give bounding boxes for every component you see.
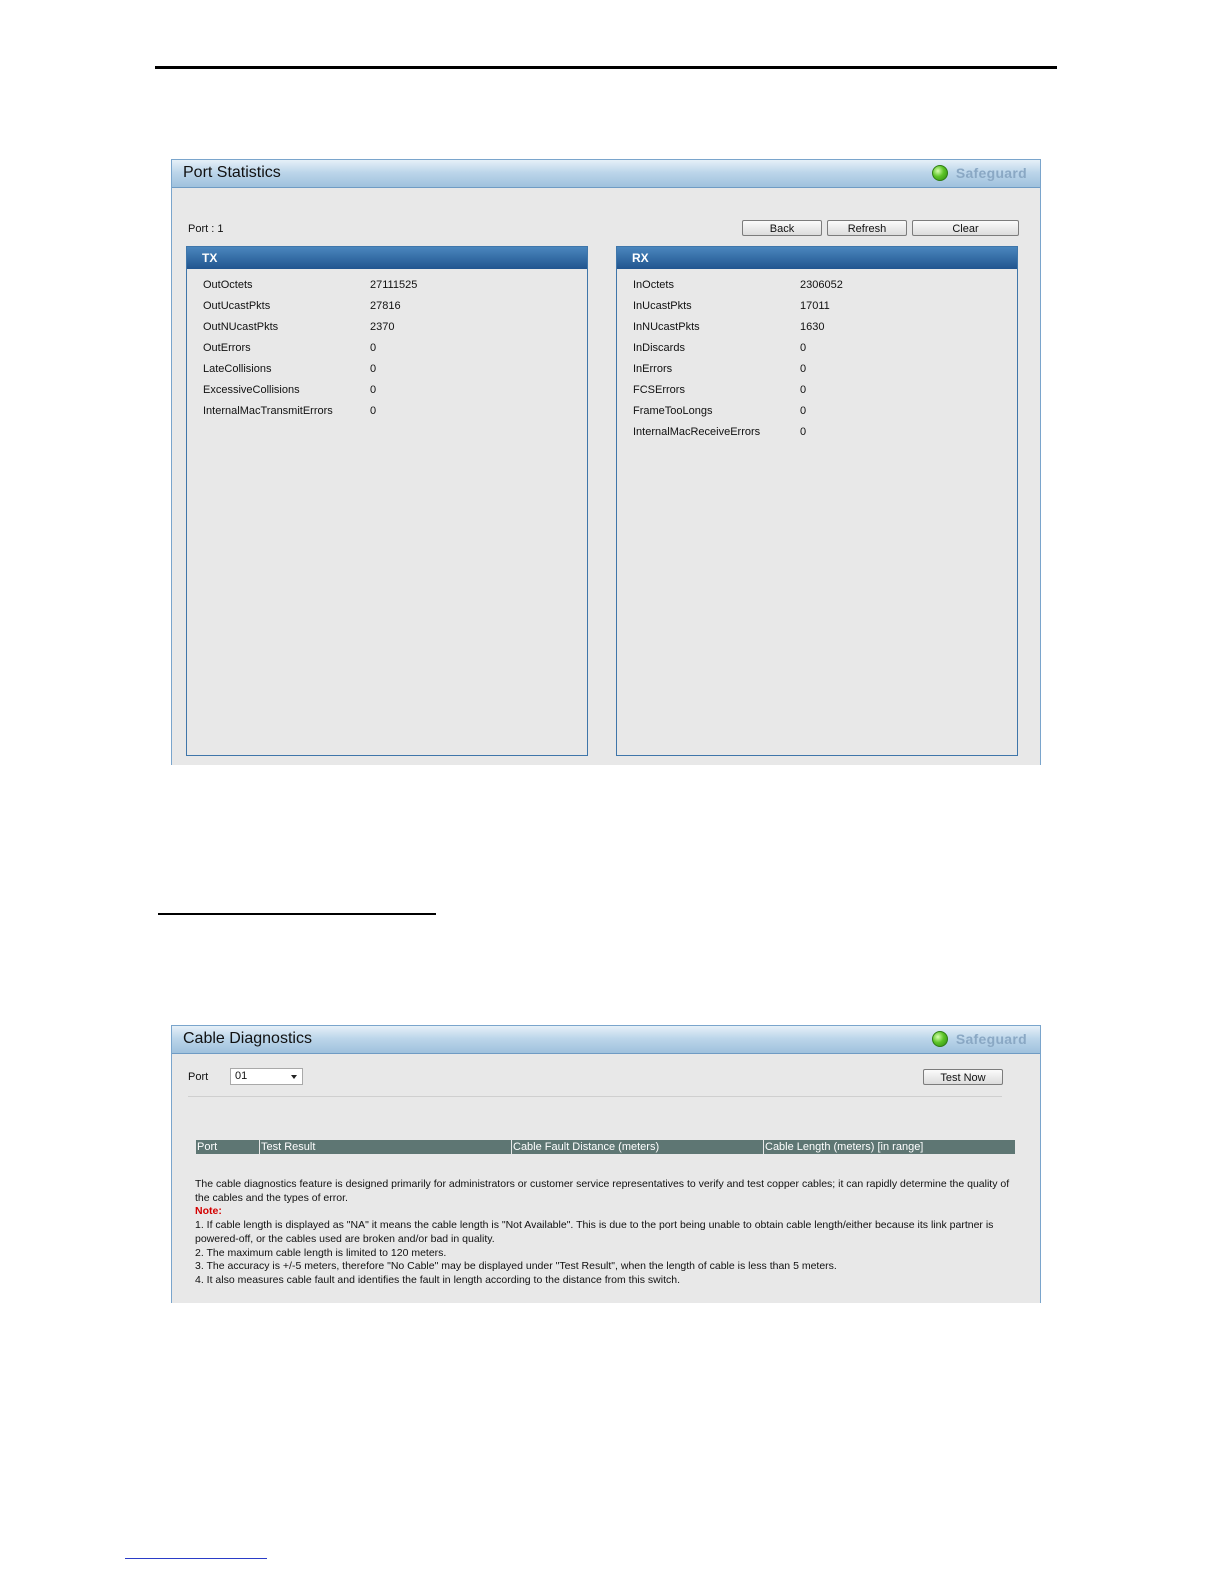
port-select[interactable]	[230, 1068, 303, 1085]
stat-label: InDiscards	[633, 342, 685, 354]
stat-value: 2370	[370, 321, 395, 333]
port-select-value: 01	[235, 1070, 248, 1082]
stat-label: FCSErrors	[633, 384, 685, 396]
note-item: 3. The accuracy is +/-5 meters, therefore "No Cable" may be displayed under "Test Result", when the length of cable is less than 5 meters.	[195, 1260, 837, 1273]
safeguard-label: Safeguard	[955, 1031, 1027, 1047]
stat-value: 0	[800, 342, 807, 354]
safeguard-led-icon	[932, 1031, 948, 1047]
stat-label: InOctets	[633, 279, 674, 291]
stat-label: FrameTooLongs	[633, 405, 713, 417]
stat-label: InNUcastPkts	[633, 321, 700, 333]
panel-title: Cable Diagnostics	[183, 1030, 312, 1047]
stat-value: 0	[370, 405, 377, 417]
tx-statistics-box	[186, 246, 588, 756]
cable-diagnostics-header	[172, 1025, 1040, 1054]
stat-label: OutOctets	[203, 279, 253, 291]
tx-header: TX	[187, 247, 587, 269]
stat-value: 17011	[800, 300, 830, 312]
safeguard-indicator	[932, 1031, 1027, 1047]
stat-label: OutNUcastPkts	[203, 321, 279, 333]
stat-value: 2306052	[800, 279, 843, 291]
stat-value: 0	[800, 405, 807, 417]
stat-label: InUcastPkts	[633, 300, 692, 312]
stat-label: OutUcastPkts	[203, 300, 271, 312]
note-item: 1. If cable length is displayed as "NA" it means the cable length is "Not Available". This is due to the port being unable to obtain cable length/either because its link partner is powered-off, or the cables used are broken and/or bad in quality.	[195, 1219, 994, 1245]
stat-label: InternalMacTransmitErrors	[203, 405, 333, 417]
safeguard-led-icon	[932, 165, 948, 181]
stat-label: OutErrors	[203, 342, 251, 354]
test-now-button[interactable]: Test Now	[923, 1069, 1003, 1085]
safeguard-label: Safeguard	[955, 165, 1027, 181]
stat-value: 1630	[800, 321, 825, 333]
rx-statistics-box	[616, 246, 1018, 756]
note-label: Note:	[195, 1205, 222, 1218]
cable-diagnostics-table-header	[196, 1140, 1015, 1154]
back-button[interactable]: Back	[742, 220, 822, 236]
stat-label: ExcessiveCollisions	[203, 384, 300, 396]
stat-value: 0	[800, 384, 807, 396]
column-header-port: Port	[196, 1140, 260, 1154]
description-text: The cable diagnostics feature is designed primarily for administrators or customer service representatives to verify and test copper cables; it can rapidly determine the quality of the cables and the types of error.	[195, 1178, 1010, 1204]
note-item: 4. It also measures cable fault and identifies the fault in length according to the distance from this switch.	[195, 1273, 681, 1286]
port-label: Port	[188, 1071, 209, 1083]
stat-value: 0	[370, 384, 377, 396]
column-header-cable-length: Cable Length (meters) [in range]	[765, 1141, 924, 1153]
stat-value: 0	[370, 342, 377, 354]
footer-link-underline	[125, 1558, 267, 1559]
cable-diagnostics-panel	[171, 1025, 1041, 1303]
rx-header: RX	[617, 247, 1017, 269]
divider	[188, 1096, 1002, 1097]
stat-value: 0	[800, 426, 807, 438]
column-header-test-result: Test Result	[260, 1140, 512, 1154]
stat-label: InErrors	[633, 363, 673, 375]
panel-title: Port Statistics	[183, 164, 281, 181]
section-heading-rule	[158, 913, 436, 915]
stat-value: 27111525	[370, 279, 418, 291]
port-label: Port : 1	[188, 223, 224, 235]
stat-value: 0	[800, 363, 807, 375]
stat-label: LateCollisions	[203, 363, 272, 375]
page-top-rule	[155, 66, 1057, 69]
column-header-fault-distance: Cable Fault Distance (meters)	[512, 1140, 764, 1154]
refresh-button[interactable]: Refresh	[827, 220, 907, 236]
stat-label: InternalMacReceiveErrors	[633, 426, 761, 438]
chevron-down-icon	[291, 1075, 297, 1079]
note-item: 2. The maximum cable length is limited to 120 meters.	[195, 1246, 447, 1259]
safeguard-indicator	[932, 165, 1027, 181]
port-statistics-header	[172, 159, 1040, 188]
port-statistics-panel	[171, 159, 1041, 765]
diagnostics-notes	[195, 1178, 1010, 1288]
clear-button[interactable]: Clear	[912, 220, 1019, 236]
stat-value: 0	[370, 363, 377, 375]
stat-value: 27816	[370, 300, 401, 312]
